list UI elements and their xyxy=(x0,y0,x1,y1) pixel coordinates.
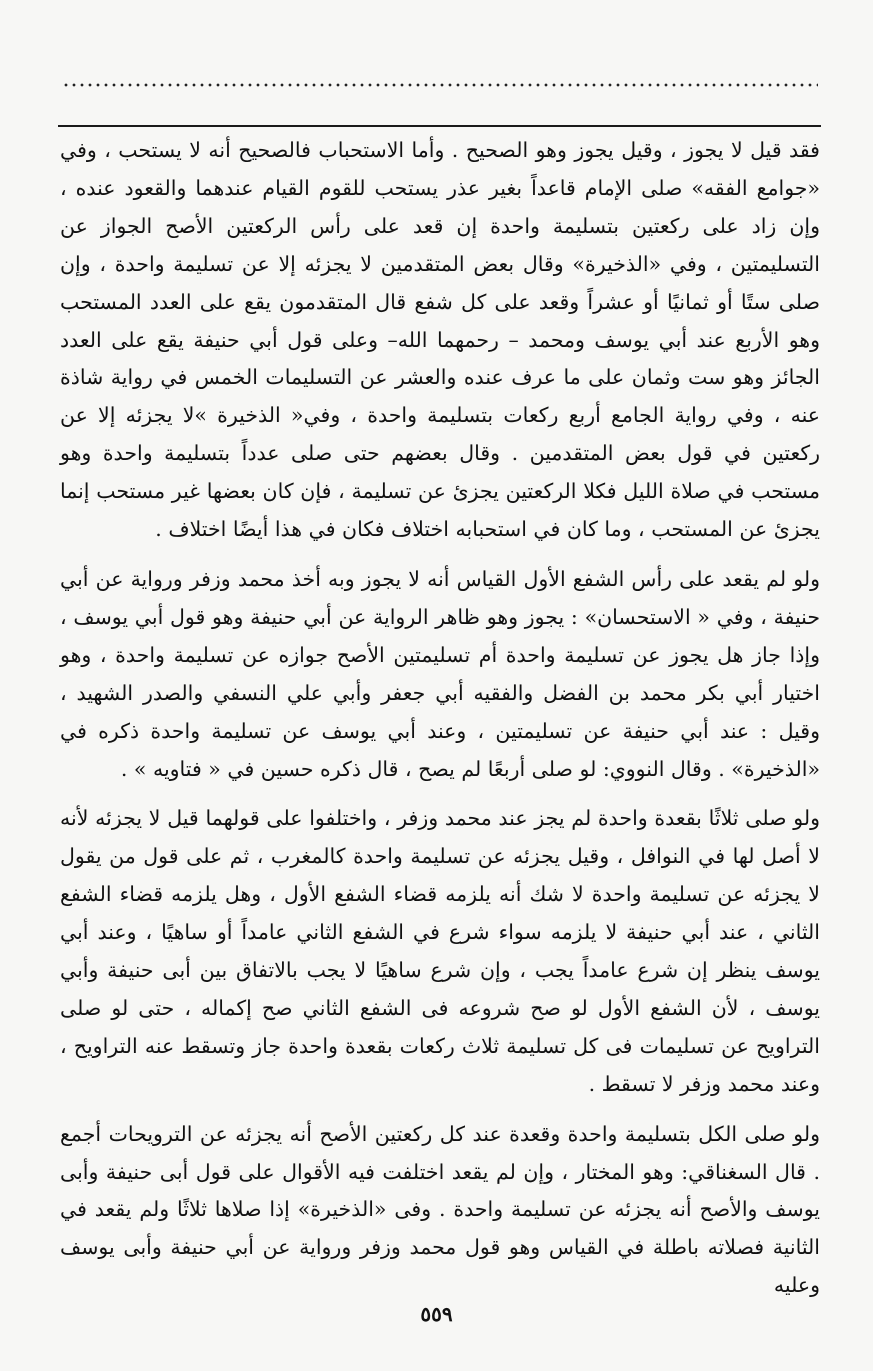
page-number: ٥٥٩ xyxy=(420,1302,453,1326)
paragraph: ولو صلى الكل بتسليمة واحدة وقعدة عند كل ركعتين الأصح أنه يجزئه عن الترويحات أجمع . قال السغناقي: وهو المختار ، وإن لم يقعد اختلفت فيه الأقوال على قول أبى حنيفة وأبى يوسف والأصح أنه يجزئه عن تسليمة واحدة . وفى «الذخيرة» إذا صلاها ثلاثًا ولم يقعد في الثانية فصلاته باطلة في القياس وهو قول محمد وزفر ورواية عن أبي حنيفة وأبى يوسف وعليه xyxy=(60,1121,820,1298)
footnote-rule xyxy=(58,125,821,127)
footnote-body xyxy=(60,132,820,1305)
dotted-separator xyxy=(62,78,818,92)
paragraph: فقد قيل لا يجوز ، وقيل يجوز وهو الصحيح . وأما الاستحباب فالصحيح أنه لا يستحب ، وفي «جوامع الفقه» صلى الإمام قاعداً بغير عذر يستحب للقوم القيام عندهما والقعود عنده ، وإن زاد على ركعتين بتسليمة واحدة إن قعد على رأس الركعتين الأصح الجواز عن التسليمتين ، وفي «الذخيرة» وقال بعض المتقدمين لا يجزئه إلا عن تسليمة واحدة ، وإن صلى ستًا أو ثمانيًا أو عشراً وقعد على كل شفع قال المتقدمون يقع على العدد المستحب وهو الأربع عند أبي يوسف ومحمد – رحمهما الله– وعلى قول أبي حنيفة يقع على العدد الجائز وهو ست وثمان على ما عرف عنده والعشر عن التسليمات الخمس في رواية شاذة عنه ، وفي رواية الجامع أربع ركعات بتسليمة واحدة ، وفي« الذخيرة »لا يجزئه إلا عن ركعتين في قول بعض المتقدمين . وقال بعضهم حتى صلى عدداً بتسليمة واحدة وهو مستحب في صلاة الليل فكلا الركعتين يجزئ عن تسليمة ، فإن كان بعضها غير مستحب إنما يجزئ عن المستحب ، وما كان في استحبابه اختلاف فكان في هذا أيضًا اختلاف . xyxy=(60,138,820,542)
paragraph: ولو لم يقعد على رأس الشفع الأول القياس أنه لا يجوز وبه أخذ محمد وزفر ورواية عن أبي حنيفة ، وفي « الاستحسان» : يجوز وهو ظاهر الرواية عن أبي حنيفة وهو قول أبي يوسف ، وإذا جاز هل يجوز عن تسليمة واحدة أم تسليمتين الأصح جوازه عن تسليمة واحدة ، وهو اختيار أبي بكر محمد بن الفضل والفقيه أبي جعفر وأبي علي النسفي والصدر الشهيد ، وقيل : عند أبي حنيفة عن تسليمتين ، وعند أبي يوسف عن تسليمة واحدة ذكره في «الذخيرة» . وقال النووي: لو صلى أربعًا لم يصح ، قال ذكره حسين في « فتاويه » . xyxy=(60,566,820,781)
paragraph: ولو صلى ثلاثًا بقعدة واحدة لم يجز عند محمد وزفر ، واختلفوا على قولهما قيل لا يجزئه لأنه لا أصل لها في النوافل ، وقيل يجزئه عن تسليمة واحدة كالمغرب ، ثم على قول من يقول لا يجزئه عن تسليمة واحدة لا شك أنه يلزمه قضاء الشفع الأول ، وهل يلزمه قضاء الشفع الثاني ، عند أبي حنيفة لا يلزمه سواء شرع في الشفع الثاني عامداً أو ساهيًا ، وعند أبي يوسف ينظر إن شرع عامداً يجب ، وإن شرع ساهيًا لا يجب بالاتفاق بين أبى حنيفة وأبي يوسف ، لأن الشفع الأول لو صح شروعه فى الشفع الثاني صح إكماله ، حتى لو صلى التراويح عن تسليمات فى كل تسليمة ثلاث ركعات بقعدة واحدة جاز وتسقط عنه التراويح ، وعند محمد وزفر لا تسقط . xyxy=(60,806,820,1096)
